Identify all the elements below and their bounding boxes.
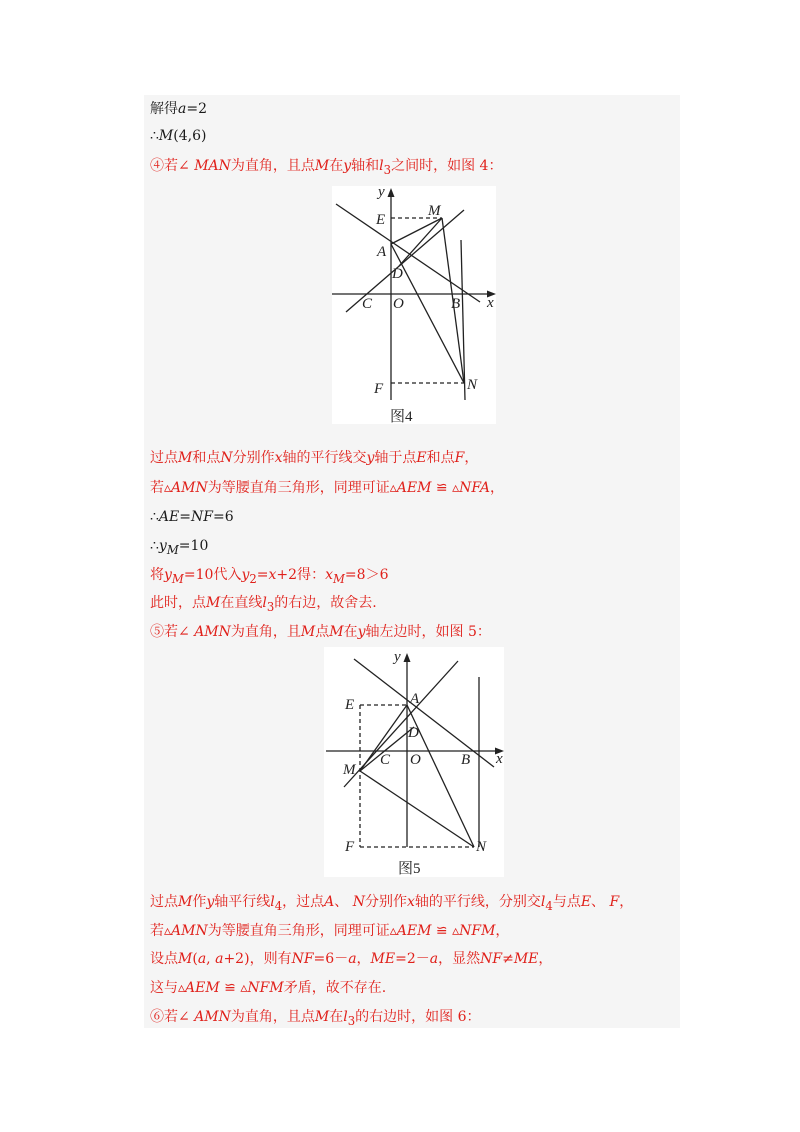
label-e: E — [376, 212, 386, 228]
figure-5-diagram — [324, 647, 504, 877]
line-l2 — [344, 661, 458, 787]
label-a: A — [410, 691, 420, 707]
label-m: M — [343, 762, 356, 778]
line-congruent-5: 若▵AMN为等腰直角三角形，同理可证▵AEM ≌ ▵NFM， — [150, 923, 510, 939]
label-c: C — [380, 752, 391, 768]
figure-4 — [332, 186, 496, 424]
line-draw-parallels: 过点M和点N分别作x轴的平行线交y轴于点E和点F， — [150, 450, 479, 466]
line-contradiction: 这与▵AEM ≌ ▵NFM矛盾，故不存在. — [150, 980, 387, 996]
segment-am — [391, 218, 442, 244]
label-y: y — [394, 649, 401, 665]
label-d: D — [408, 725, 419, 741]
label-y: y — [378, 186, 385, 200]
label-x: x — [496, 751, 503, 767]
segment-mn — [360, 771, 474, 847]
figure-4-caption: 图4 — [390, 409, 413, 424]
label-c: C — [362, 296, 373, 312]
line-case-6: ⑥若∠ AMN为直角，且点M在$l_3$的右边时，如图 6： — [150, 1009, 481, 1028]
label-b: B — [461, 752, 471, 768]
figure-4-diagram — [332, 186, 496, 424]
segment-dm — [399, 218, 442, 266]
line-set-m: 设点M(a, a+2)，则有NF=6－a，ME=2－a，显然NF≠ME， — [150, 951, 553, 967]
line-case-4: ④若∠ MAN为直角，且点M在y轴和$l_3$之间时，如图 4： — [150, 158, 503, 177]
line-point-m: ∴M(4,6) — [150, 128, 207, 144]
line-congruent-4: 若▵AMN为等腰直角三角形，同理可证▵AEM ≌ ▵NFA， — [150, 480, 504, 496]
label-b: B — [451, 296, 461, 312]
y-arrow — [388, 188, 395, 197]
label-o: O — [393, 296, 404, 312]
segment-an — [391, 244, 464, 383]
y-arrow — [404, 653, 411, 662]
line-ae-nf: ∴AE=NF=6 — [150, 509, 234, 525]
label-f: F — [345, 839, 355, 855]
label-n: N — [467, 377, 478, 393]
figure-5 — [324, 647, 504, 877]
label-o: O — [410, 752, 421, 768]
line-l1 — [336, 204, 480, 302]
label-e: E — [345, 697, 355, 713]
line-draw-l4: 过点M作y轴平行线$l_4$，过点A、 N分别作x轴的平行线，分别交$l_4$与点E、 F， — [150, 894, 634, 913]
label-f: F — [374, 381, 384, 397]
figure-5-caption: 图5 — [398, 861, 421, 877]
line-case-5: ⑤若∠ AMN为直角，且M点M在y轴左边时，如图 5： — [150, 624, 491, 640]
line-ym: $\therefore y_M=10$ — [150, 538, 209, 557]
line-solve-a: 解得a=2 — [150, 101, 208, 117]
line-substitute: 将$y_M=10$代入$y_2=x+2$得：$x_M=8>6$ — [150, 567, 389, 586]
label-x: x — [487, 295, 494, 311]
label-n: N — [476, 839, 487, 855]
label-a: A — [377, 244, 387, 260]
label-d: D — [392, 266, 403, 282]
label-m: M — [428, 203, 441, 219]
line-discard: 此时，点M在直线$l_3$的右边，故舍去. — [150, 595, 377, 614]
